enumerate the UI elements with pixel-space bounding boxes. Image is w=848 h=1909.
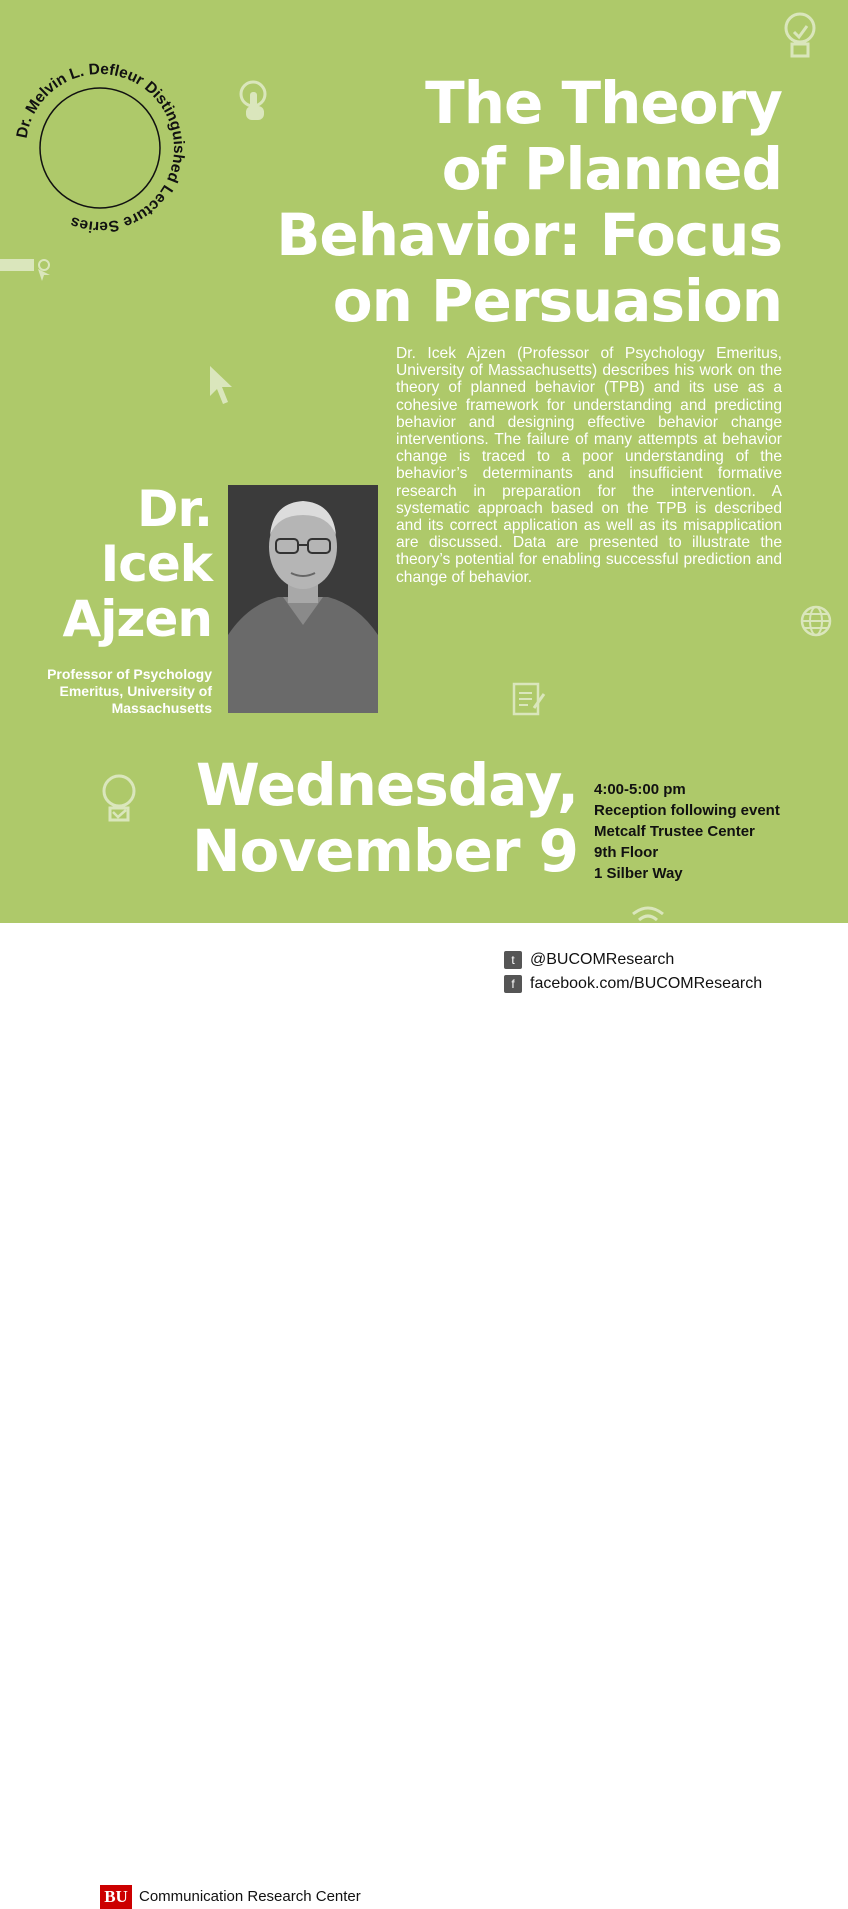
speaker-affiliation: Professor of Psychology Emeritus, University of Massachusetts — [47, 666, 212, 716]
title-line: of Planned — [441, 135, 782, 203]
series-label: Dr. Melvin L. Defleur Distinguished Lecture Series — [13, 60, 188, 236]
event-reception: Reception following event — [594, 802, 780, 819]
bu-logo: BU — [100, 1885, 132, 1909]
clipboard-icon — [510, 680, 548, 718]
title-line: on Persuasion — [332, 267, 782, 335]
speaker-name — [63, 482, 212, 647]
globe-icon — [798, 603, 834, 639]
event-poster — [0, 0, 848, 923]
event-details — [594, 779, 780, 884]
facebook-icon: f — [504, 975, 522, 993]
twitter-icon: t — [504, 951, 522, 969]
date-line: Wednesday, — [195, 751, 578, 819]
event-title — [242, 70, 782, 334]
poster-footer — [0, 923, 848, 1906]
title-line: The Theory — [425, 69, 782, 137]
org-name: Communication Research Center — [139, 1888, 361, 1905]
event-description: Dr. Icek Ajzen (Professor of Psychology Emeritus, University of Massachusetts) describes his work on the theory of planned behavior (TPB) and its use as a cohesive framework for understanding and predicting behavior and designing effective behavior change interventions. The failure of many attempts at behavior change is traced to a poor understanding of the behavior’s determinants and insufficient formative research in preparation for the intervention. A systematic approach based on the TPB is described and its correct application as well as its misapplication are discussed. Data are presented to illustrate the theory’s potential for enabling successful prediction and change of behavior. — [396, 345, 782, 586]
speaker-name-line: Ajzen — [62, 590, 212, 648]
speaker-photo — [228, 485, 378, 713]
speaker-name-line: Dr. — [136, 480, 212, 538]
wifi-icon — [630, 904, 666, 923]
event-venue: Metcalf Trustee Center — [594, 823, 755, 840]
facebook-link-row[interactable] — [504, 975, 762, 993]
event-date — [192, 752, 578, 884]
lightbulb-check-icon — [782, 10, 818, 60]
title-line: Behavior: Focus — [276, 201, 782, 269]
lecture-series-circle — [0, 48, 200, 248]
cursor-icon — [208, 364, 234, 408]
event-floor: 9th Floor — [594, 844, 659, 861]
event-address: 1 Silber Way — [594, 865, 683, 882]
date-line: November 9 — [192, 817, 578, 885]
search-bar-icon — [0, 255, 56, 285]
speaker-name-line: Icek — [100, 535, 212, 593]
facebook-link: facebook.com/BUCOMResearch — [530, 975, 763, 993]
twitter-handle-row[interactable] — [504, 951, 674, 969]
twitter-handle: @BUCOMResearch — [530, 951, 675, 969]
event-time: 4:00-5:00 pm — [594, 781, 686, 798]
idea-check-icon — [100, 772, 138, 824]
